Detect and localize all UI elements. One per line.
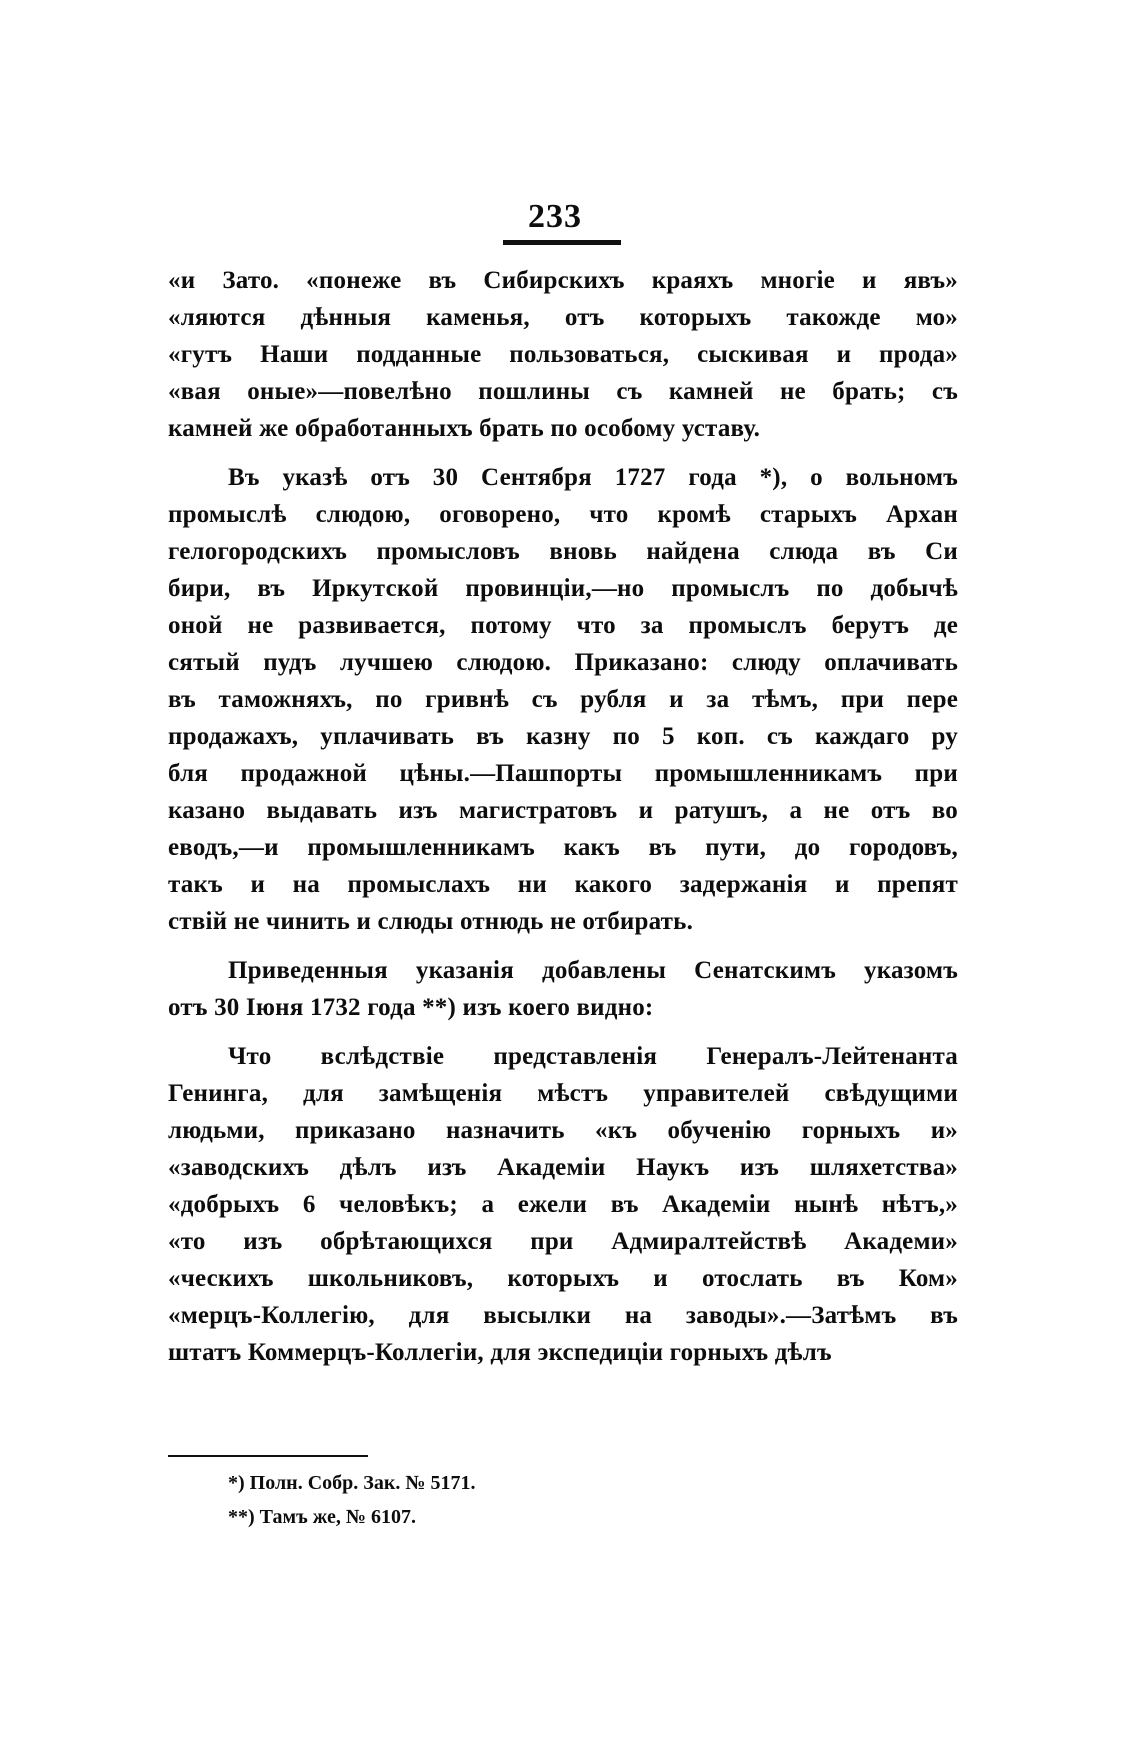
text-line: бири, въ Иркутской провинціи,—но промыслъ по добычѣ bbox=[168, 575, 958, 602]
paragraph bbox=[168, 952, 958, 1026]
body-text bbox=[168, 262, 958, 1383]
text-line: «вая оные»—повелѣно пошлины съ камней не брать; съ bbox=[168, 378, 958, 405]
text-line: «ляются дѣнныя каменья, отъ которыхъ такожде мо» bbox=[168, 304, 958, 331]
text-line: «заводскихъ дѣлъ изъ Академіи Наукъ изъ шляхетства» bbox=[168, 1154, 958, 1181]
text-line: въ таможняхъ, по гривнѣ съ рубля и за тѣмъ, при пере bbox=[168, 686, 958, 713]
text-line: промыслѣ слюдою, оговорено, что кромѣ старыхъ Архан bbox=[168, 501, 958, 528]
paragraph bbox=[168, 459, 958, 940]
text-line: продажахъ, уплачивать въ казну по 5 коп. съ каждаго ру bbox=[168, 723, 958, 750]
text-line: отъ 30 Іюня 1732 года **) изъ коего видно: bbox=[168, 994, 654, 1021]
page-number: 233 bbox=[528, 198, 582, 235]
text-line: бля продажной цѣны.—Пашпорты промышленникамъ при bbox=[168, 760, 958, 787]
text-line: ствій не чинить и слюды отнюдь не отбирать. bbox=[168, 908, 694, 935]
text-line: еводъ,—и промышленникамъ какъ въ пути, до городовъ, bbox=[168, 834, 958, 861]
text-line: Приведенныя указанія добавлены Сенатскимъ указомъ bbox=[228, 957, 958, 984]
text-line: казано выдавать изъ магистратовъ и ратушъ, а не отъ во bbox=[168, 797, 958, 824]
text-line: «добрыхъ 6 человѣкъ; а ежели въ Академіи нынѣ нѣтъ,» bbox=[168, 1191, 958, 1218]
text-line: «ческихъ школьниковъ, которыхъ и отослать въ Ком» bbox=[168, 1265, 958, 1292]
text-line: «мерцъ-Коллегію, для высылки на заводы».—Затѣмъ въ bbox=[168, 1302, 958, 1329]
footnote: **) Тамъ же, № 6107. bbox=[228, 1506, 416, 1528]
text-line: сятый пудъ лучшею слюдою. Приказано: слюду оплачивать bbox=[168, 649, 958, 676]
text-line: камней же обработанныхъ брать по особому уставу. bbox=[168, 415, 761, 442]
text-line: людьми, приказано назначить «къ обученію горныхъ и» bbox=[168, 1117, 958, 1144]
header-rule bbox=[503, 240, 621, 245]
text-line: «и Зато. «понеже въ Сибирскихъ краяхъ многіе и явъ» bbox=[168, 267, 958, 294]
text-line: Что вслѣдствіе представленія Генералъ-Лейтенанта bbox=[228, 1043, 958, 1070]
text-line: такъ и на промыслахъ ни какого задержанія и препят bbox=[168, 871, 958, 898]
paragraph bbox=[168, 1038, 958, 1371]
footnote: *) Полн. Собр. Зак. № 5171. bbox=[228, 1472, 476, 1494]
footnote-rule bbox=[168, 1455, 368, 1457]
text-line: «то изъ обрѣтающихся при Адмиралтействѣ Академи» bbox=[168, 1228, 958, 1255]
text-line: Генинга, для замѣщенія мѣстъ управителей свѣдущими bbox=[168, 1080, 958, 1107]
text-line: Въ указѣ отъ 30 Сентября 1727 года *), о вольномъ bbox=[228, 464, 958, 491]
text-line: «гутъ Наши подданные пользоваться, сыскивая и прода» bbox=[168, 341, 958, 368]
text-line: оной не развивается, потому что за промыслъ берутъ де bbox=[168, 612, 958, 639]
footnotes bbox=[168, 1466, 958, 1534]
text-line: штатъ Коммерцъ-Коллегіи, для экспедиціи горныхъ дѣлъ bbox=[168, 1339, 832, 1366]
paragraph bbox=[168, 262, 958, 447]
text-line: гелогородскихъ промысловъ вновь найдена слюда въ Си bbox=[168, 538, 958, 565]
